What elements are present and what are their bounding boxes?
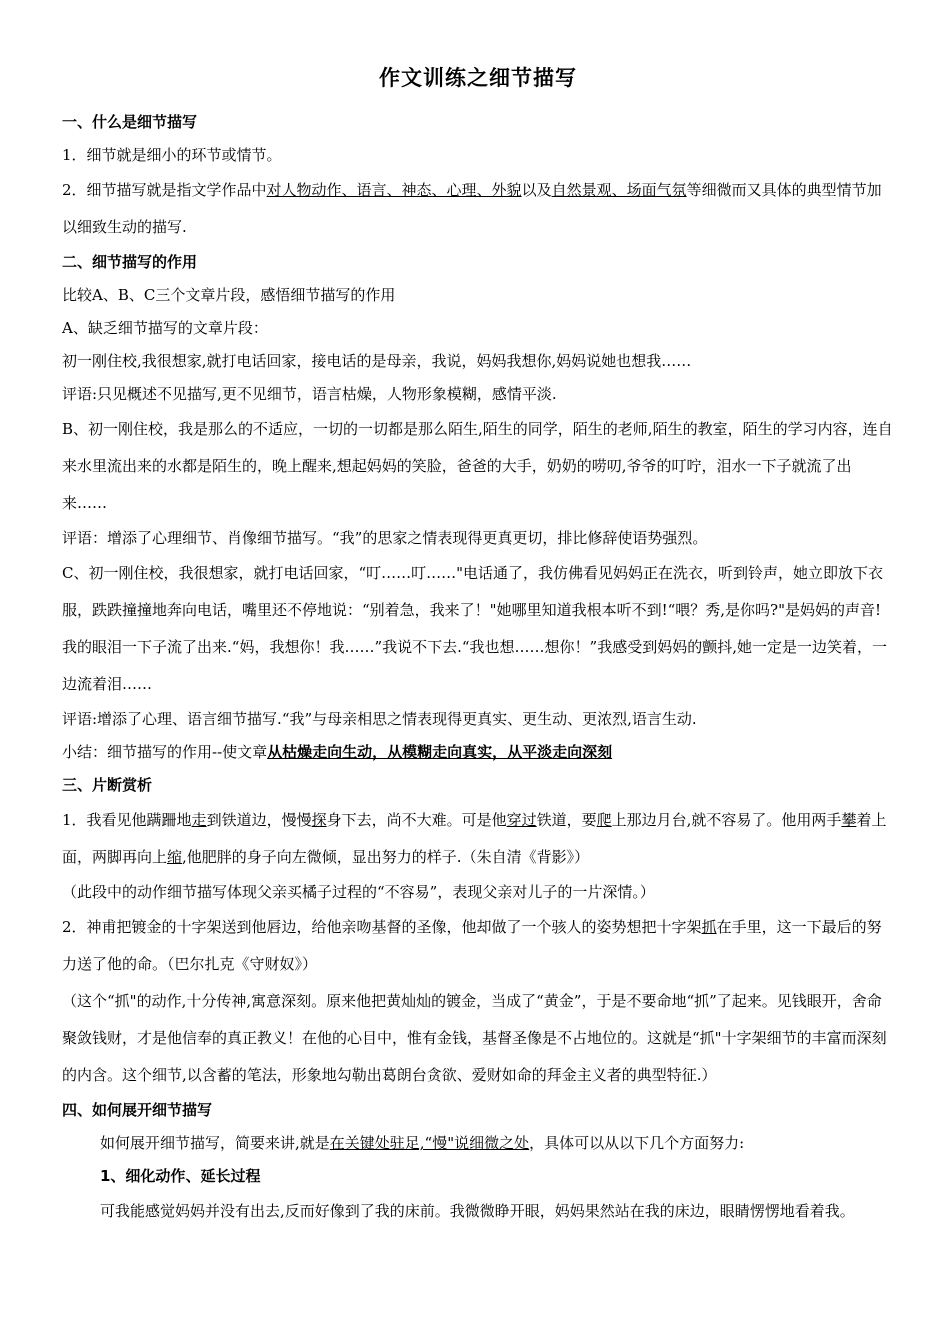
- section-3-heading: 三、片断赏析: [62, 776, 153, 794]
- document-page: [62, 62, 894, 1230]
- section-2-c-comment: 评语:增添了心理、语言细节描写.“我”与母亲相思之情表现得更真实、更生动、更浓烈,语言生动.: [62, 710, 697, 728]
- section-4-subheading-1: 1、细化动作、延长过程: [100, 1167, 261, 1185]
- section-3-note-1: （此段中的动作细节描写体现父亲买橘子过程的“不容易”，表现父亲对儿子的一片深情。）: [62, 883, 655, 901]
- section-3-para-2: 2．神甫把镀金的十字架送到他唇边，给他亲吻基督的圣像，他却做了一个骇人的姿势想把十字架抓在手里，这一下最后的努力送了他的命。（巴尔扎克《守财奴》）: [62, 918, 882, 973]
- section-1-heading: 一、什么是细节描写: [62, 113, 198, 131]
- section-1-para-1: 1．细节就是细小的环节或情节。: [62, 146, 282, 164]
- section-2-c-text: C、初一刚住校，我很想家，就打电话回家，“叮……叮……"电话通了，我仿佛看见妈妈正在洗衣，听到铃声，她立即放下衣服，跌跌撞撞地奔向电话，嘴里还不停地说：“别着急，我来了！"她哪里知道我根本听不到!“喂？秀,是你吗?"是妈妈的声音!我的眼泪一下子流了出来.“妈，我想你！我……”我说不下去.“我也想……想你！”我感受到妈妈的颤抖,她一定是一边笑着，一边流着泪……: [62, 564, 887, 693]
- section-3-note-2: （这个“抓"的动作,十分传神,寓意深刻。原来他把黄灿灿的镀金，当成了“黄金”，于是不要命地“抓”了起来。见钱眼开，舍命聚敛钱财，才是他信奉的真正教义！在他的心目中，惟有金钱，基督圣像是不占地位的。这就是“抓"十字架细节的丰富而深刻的内含。这个细节,以含蓄的笔法，形象地勾勒出葛朗台贪欲、爱财如命的拜金主义者的典型特征.）: [62, 992, 887, 1084]
- document-title: 作文训练之细节描写: [379, 65, 577, 90]
- section-4-sub1-text: 可我能感觉妈妈并没有出去,反而好像到了我的床前。我微微睁开眼，妈妈果然站在我的床边，眼睛愣愣地看着我。: [100, 1202, 855, 1220]
- section-3-para-1: 1．我看见他蹒跚地走到铁道边，慢慢探身下去，尚不大难。可是他穿过铁道，要爬上那边月台,就不容易了。他用两手攀着上面，两脚再向上缩,他肥胖的身子向左微倾，显出努力的样子.（朱自清《背影》）: [62, 811, 887, 866]
- section-2-a-label: A、缺乏细节描写的文章片段：: [62, 319, 268, 337]
- section-2-b-text: B、初一刚住校，我是那么的不适应，一切的一切都是那么陌生,陌生的同学，陌生的老师,陌生的教室，陌生的学习内容，连自来水里流出来的水都是陌生的，晚上醒来,想起妈妈的笑脸，爸爸的大手，奶奶的唠叨,爷爷的叮咛，泪水一下子就流了出来……: [62, 420, 893, 512]
- section-2-a-comment: 评语:只见概述不见描写,更不见细节，语言枯燥，人物形象模糊，感情平淡.: [62, 385, 557, 403]
- section-4-heading: 四、如何展开细节描写: [62, 1101, 213, 1119]
- section-1-para-2: 2．细节描写就是指文学作品中对人物动作、语言、神态、心理、外貌以及自然景观、场面气氛等细微而又具体的典型情节加以细致生动的描写.: [62, 181, 882, 236]
- section-4-intro: 如何展开细节描写，简要来讲,就是在关键处驻足,“慢"说细微之处，具体可以从以下几个方面努力:: [100, 1134, 745, 1152]
- section-2-intro: 比较A、B、C三个文章片段，感悟细节描写的作用: [62, 286, 396, 304]
- section-2-summary: 小结：细节描写的作用--使文章从枯燥走向生动，从模糊走向真实，从平淡走向深刻: [62, 743, 613, 761]
- section-2-a-text: 初一刚住校,我很想家,就打电话回家，接电话的是母亲，我说，妈妈我想你,妈妈说她也想我……: [62, 352, 692, 370]
- section-2-b-comment: 评语：增添了心理细节、肖像细节描写。“我”的思家之情表现得更真更切，排比修辞使语势强烈。: [62, 529, 708, 547]
- section-2-heading: 二、细节描写的作用: [62, 253, 198, 271]
